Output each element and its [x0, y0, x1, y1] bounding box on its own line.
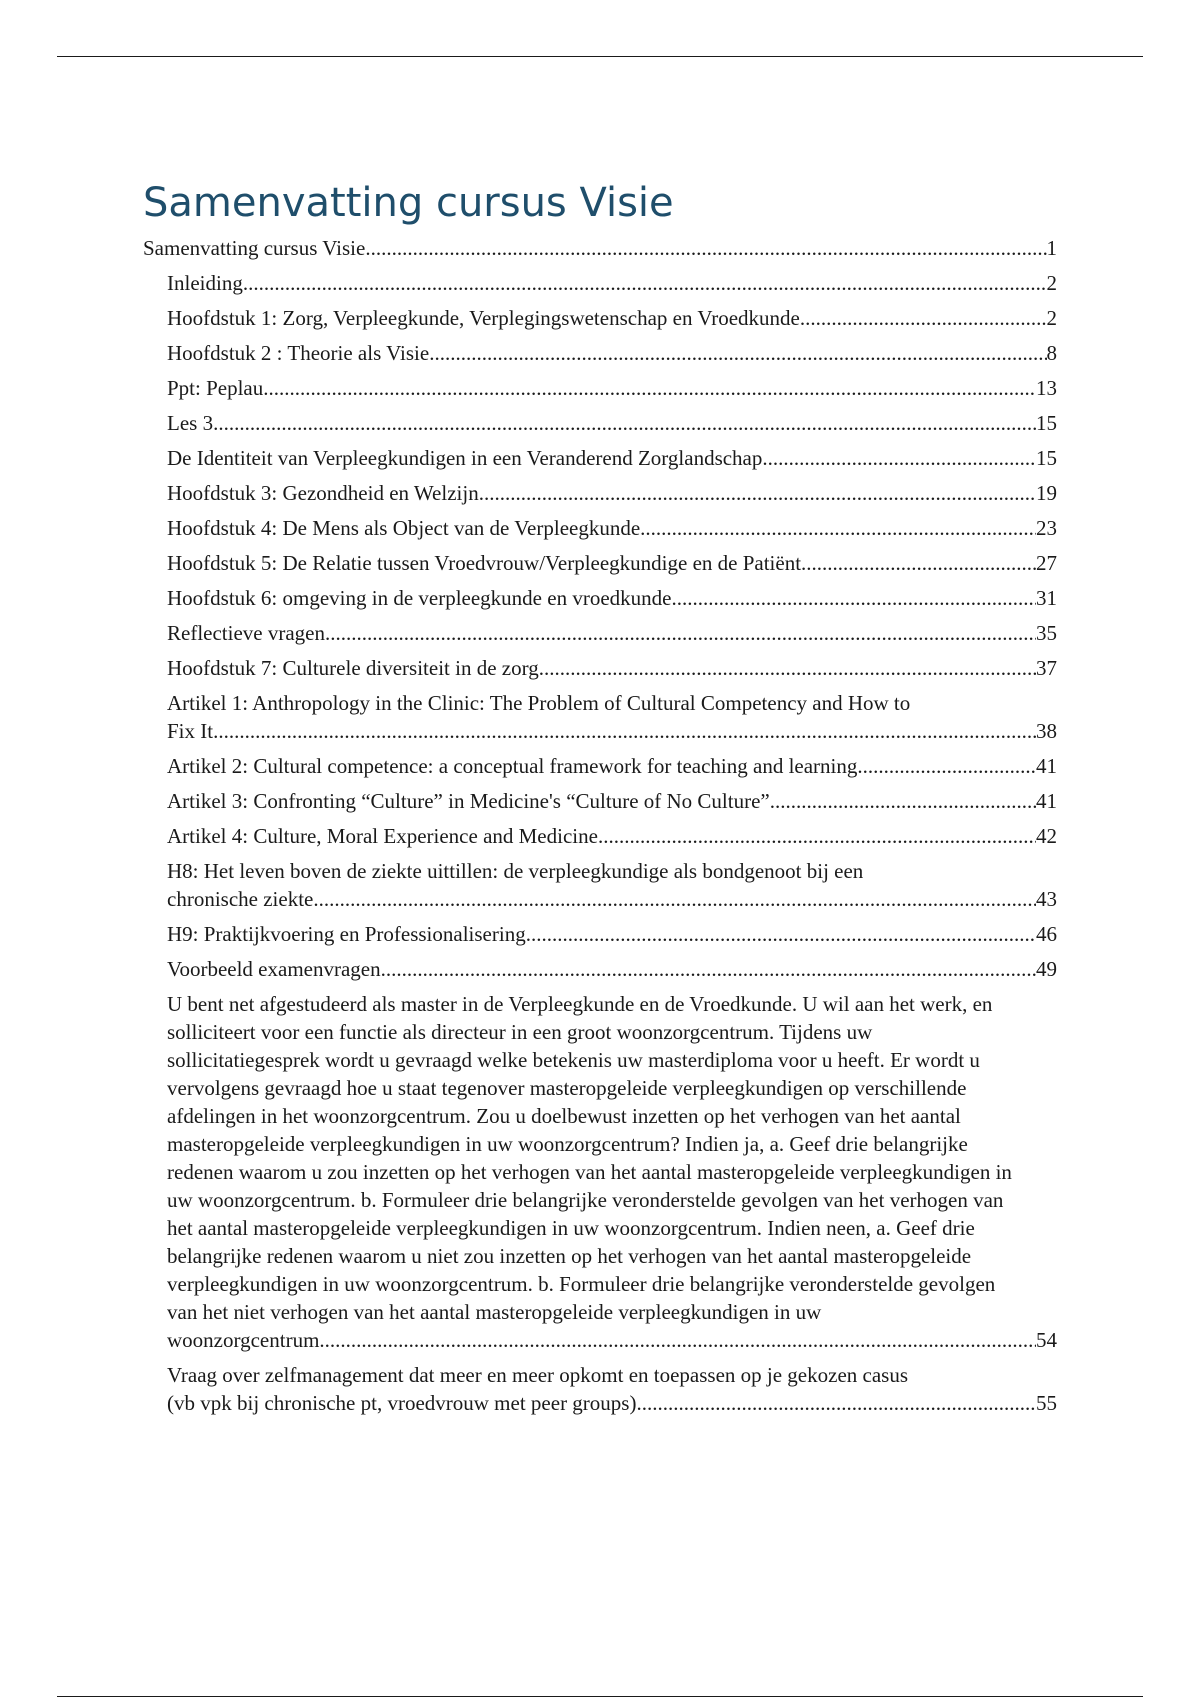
toc-dot-leader [319, 1326, 1036, 1354]
toc-page-number: 31 [1036, 586, 1057, 610]
toc-entry[interactable] [143, 549, 1057, 577]
toc-entry[interactable] [143, 689, 1057, 745]
toc-page-number: 2 [1046, 271, 1057, 295]
toc-entry-line [167, 955, 1057, 983]
toc-entry-title: Fix It [167, 719, 214, 743]
toc-entry[interactable] [143, 619, 1057, 647]
toc-entry-line [167, 269, 1057, 297]
toc-entry-line [167, 822, 1057, 850]
toc-entry-line [167, 304, 1057, 332]
toc-page-number: 42 [1036, 824, 1057, 848]
toc-dot-leader [598, 822, 1036, 850]
toc-entry[interactable] [143, 822, 1057, 850]
toc-page-number: 43 [1036, 887, 1057, 911]
toc-entry-text-wrapped: Vraag over zelfmanagement dat meer en meer opkomt en toepassen op je gekozen casus [167, 1363, 909, 1387]
toc-page-number: 55 [1036, 1391, 1057, 1415]
toc-entry-line [167, 514, 1057, 542]
toc-entry-line [167, 374, 1057, 402]
toc-entry-line [167, 654, 1057, 682]
toc-dot-leader [243, 269, 1047, 297]
toc-dot-leader [636, 1389, 1036, 1417]
toc-entry[interactable] [143, 479, 1057, 507]
toc-entry[interactable] [143, 1361, 1057, 1417]
toc-page-number: 41 [1036, 789, 1057, 813]
toc-page-number: 15 [1036, 411, 1057, 435]
toc-dot-leader [800, 304, 1047, 332]
toc-page-number: 2 [1046, 306, 1057, 330]
toc-entry[interactable] [143, 514, 1057, 542]
toc-entry-line [143, 234, 1057, 262]
toc-entry-line [167, 479, 1057, 507]
toc-dot-leader [381, 955, 1036, 983]
toc-entry-title: Hoofdstuk 3: Gezondheid en Welzijn [167, 481, 479, 505]
toc-page-number: 41 [1036, 754, 1057, 778]
toc-dot-leader [857, 752, 1036, 780]
toc-entry-title: De Identiteit van Verpleegkundigen in een Veranderend Zorglandschap [167, 446, 763, 470]
toc-entry-title: (vb vpk bij chronische pt, vroedvrouw met peer groups) [167, 1391, 637, 1415]
toc-dot-leader [671, 584, 1036, 612]
toc-dot-leader [213, 409, 1036, 437]
toc-entry-title: Samenvatting cursus Visie [143, 236, 366, 260]
toc-entry-title: Inleiding [167, 271, 243, 295]
toc-entry-title: chronische ziekte [167, 887, 314, 911]
toc-dot-leader [762, 444, 1036, 472]
toc-entry-title: Voorbeeld examenvragen [167, 957, 381, 981]
toc-entry-line [167, 584, 1057, 612]
toc-entry-title: Les 3 [167, 411, 214, 435]
toc-page-number: 19 [1036, 481, 1057, 505]
toc-entry[interactable] [143, 955, 1057, 983]
toc-dot-leader [770, 787, 1036, 815]
header-rule [57, 56, 1143, 57]
toc-page-number: 23 [1036, 516, 1057, 540]
toc-entry-text-wrapped: H8: Het leven boven de ziekte uittillen: de verpleegkundige als bondgenoot bij een [167, 859, 864, 883]
toc-entry-title: Hoofdstuk 6: omgeving in de verpleegkunde en vroedkunde [167, 586, 672, 610]
toc-entry[interactable] [143, 990, 1057, 1354]
toc-entry[interactable] [143, 374, 1057, 402]
toc-entry-title: Hoofdstuk 1: Zorg, Verpleegkunde, Verplegingswetenschap en Vroedkunde [167, 306, 800, 330]
footer-rule [57, 1696, 1143, 1697]
toc-page-number: 13 [1036, 376, 1057, 400]
toc-dot-leader [263, 374, 1036, 402]
toc-entry-title: Artikel 3: Confronting “Culture” in Medicine's “Culture of No Culture” [167, 789, 770, 813]
toc-entry-line [167, 619, 1057, 647]
toc-page-number: 15 [1036, 446, 1057, 470]
toc-entry[interactable] [143, 752, 1057, 780]
toc-entry-line [167, 1389, 1057, 1417]
toc-entry-title: Hoofdstuk 5: De Relatie tussen Vroedvrouw/Verpleegkundige en de Patiënt [167, 551, 802, 575]
toc-entry[interactable] [143, 857, 1057, 913]
toc-entry-line [167, 549, 1057, 577]
toc-entry[interactable] [143, 654, 1057, 682]
toc-entry-title: Ppt: Peplau [167, 376, 264, 400]
toc-dot-leader [313, 885, 1036, 913]
toc-entry-title: Hoofdstuk 4: De Mens als Object van de Verpleegkunde [167, 516, 641, 540]
toc-page-number: 46 [1036, 922, 1057, 946]
toc-entry-title: Reflectieve vragen [167, 621, 325, 645]
toc-entry-line [167, 717, 1057, 745]
document-title: Samenvatting cursus Visie [143, 180, 674, 226]
toc-page-number: 49 [1036, 957, 1057, 981]
toc-entry[interactable] [143, 339, 1057, 367]
toc-dot-leader [365, 234, 1046, 262]
toc-page-number: 35 [1036, 621, 1057, 645]
toc-dot-leader [213, 717, 1036, 745]
toc-entry[interactable] [143, 234, 1057, 262]
toc-entry-title: H9: Praktijkvoering en Professionalisering [167, 922, 526, 946]
toc-dot-leader [801, 549, 1036, 577]
toc-entry-line [167, 885, 1057, 913]
toc-entry-title: Artikel 2: Cultural competence: a conceptual framework for teaching and learning [167, 754, 858, 778]
toc-entry-line [167, 920, 1057, 948]
toc-entry-title: Hoofdstuk 2 : Theorie als Visie [167, 341, 430, 365]
toc-entry-title: woonzorgcentrum [167, 1328, 320, 1352]
toc-entry-line [167, 787, 1057, 815]
toc-entry-line [167, 409, 1057, 437]
toc-entry[interactable] [143, 409, 1057, 437]
toc-page-number: 54 [1036, 1328, 1057, 1352]
toc-entry-text-wrapped: U bent net afgestudeerd als master in de Verpleegkunde en de Vroedkunde. U wil aan het werk, en solliciteert voor een functie als directeur in een groot woonzorgcentrum. Tijdens uw sollicitatiegesprek wordt u gevraagd welke betekenis uw masterdiploma voor u heeft. Er wordt u vervolgens gevraagd hoe u staat tegenover masteropgeleide verpleegkundigen op verschillende afdelingen in het woonzorgcentrum. Zou u doelbewust inzetten op het verhogen van het aantal masteropgeleide verpleegkundigen in uw woonzorgcentrum? Indien ja, a. Geef drie belangrijke redenen waarom u zou inzetten op het verhogen van het aantal masteropgeleide verpleegkundigen in uw woonzorgcentrum. b. Formuleer drie belangrijke veronderstelde gevolgen van het verhogen van het aantal masteropgeleide verpleegkundigen in uw woonzorgcentrum. Indien neen, a. Geef drie belangrijke redenen waarom u niet zou inzetten op het verhogen van het aantal masteropgeleide verpleegkundigen in uw woonzorgcentrum. b. Formuleer drie belangrijke veronderstelde gevolgen van het niet verhogen van het aantal masteropgeleide verpleegkundigen in uw [167, 992, 1012, 1324]
toc-entry[interactable] [143, 304, 1057, 332]
toc-entry-text-wrapped: Artikel 1: Anthropology in the Clinic: The Problem of Cultural Competency and How to [167, 691, 911, 715]
toc-entry[interactable] [143, 269, 1057, 297]
toc-dot-leader [325, 619, 1036, 647]
toc-entry-line [167, 752, 1057, 780]
toc-dot-leader [539, 654, 1036, 682]
toc-page-number: 37 [1036, 656, 1057, 680]
toc-dot-leader [479, 479, 1036, 507]
toc-entry-line [167, 1326, 1057, 1354]
toc-dot-leader [640, 514, 1036, 542]
toc-entry[interactable] [143, 787, 1057, 815]
toc-entry[interactable] [143, 584, 1057, 612]
toc-page-number: 1 [1046, 236, 1057, 260]
toc-entry[interactable] [143, 444, 1057, 472]
table-of-contents [143, 234, 1057, 1424]
toc-dot-leader [429, 339, 1046, 367]
toc-page-number: 27 [1036, 551, 1057, 575]
toc-entry-line [167, 339, 1057, 367]
toc-page-number: 38 [1036, 719, 1057, 743]
toc-entry-title: Artikel 4: Culture, Moral Experience and Medicine [167, 824, 598, 848]
toc-dot-leader [526, 920, 1036, 948]
toc-entry-line [167, 444, 1057, 472]
toc-page-number: 8 [1046, 341, 1057, 365]
toc-entry[interactable] [143, 920, 1057, 948]
toc-entry-title: Hoofdstuk 7: Culturele diversiteit in de zorg [167, 656, 539, 680]
